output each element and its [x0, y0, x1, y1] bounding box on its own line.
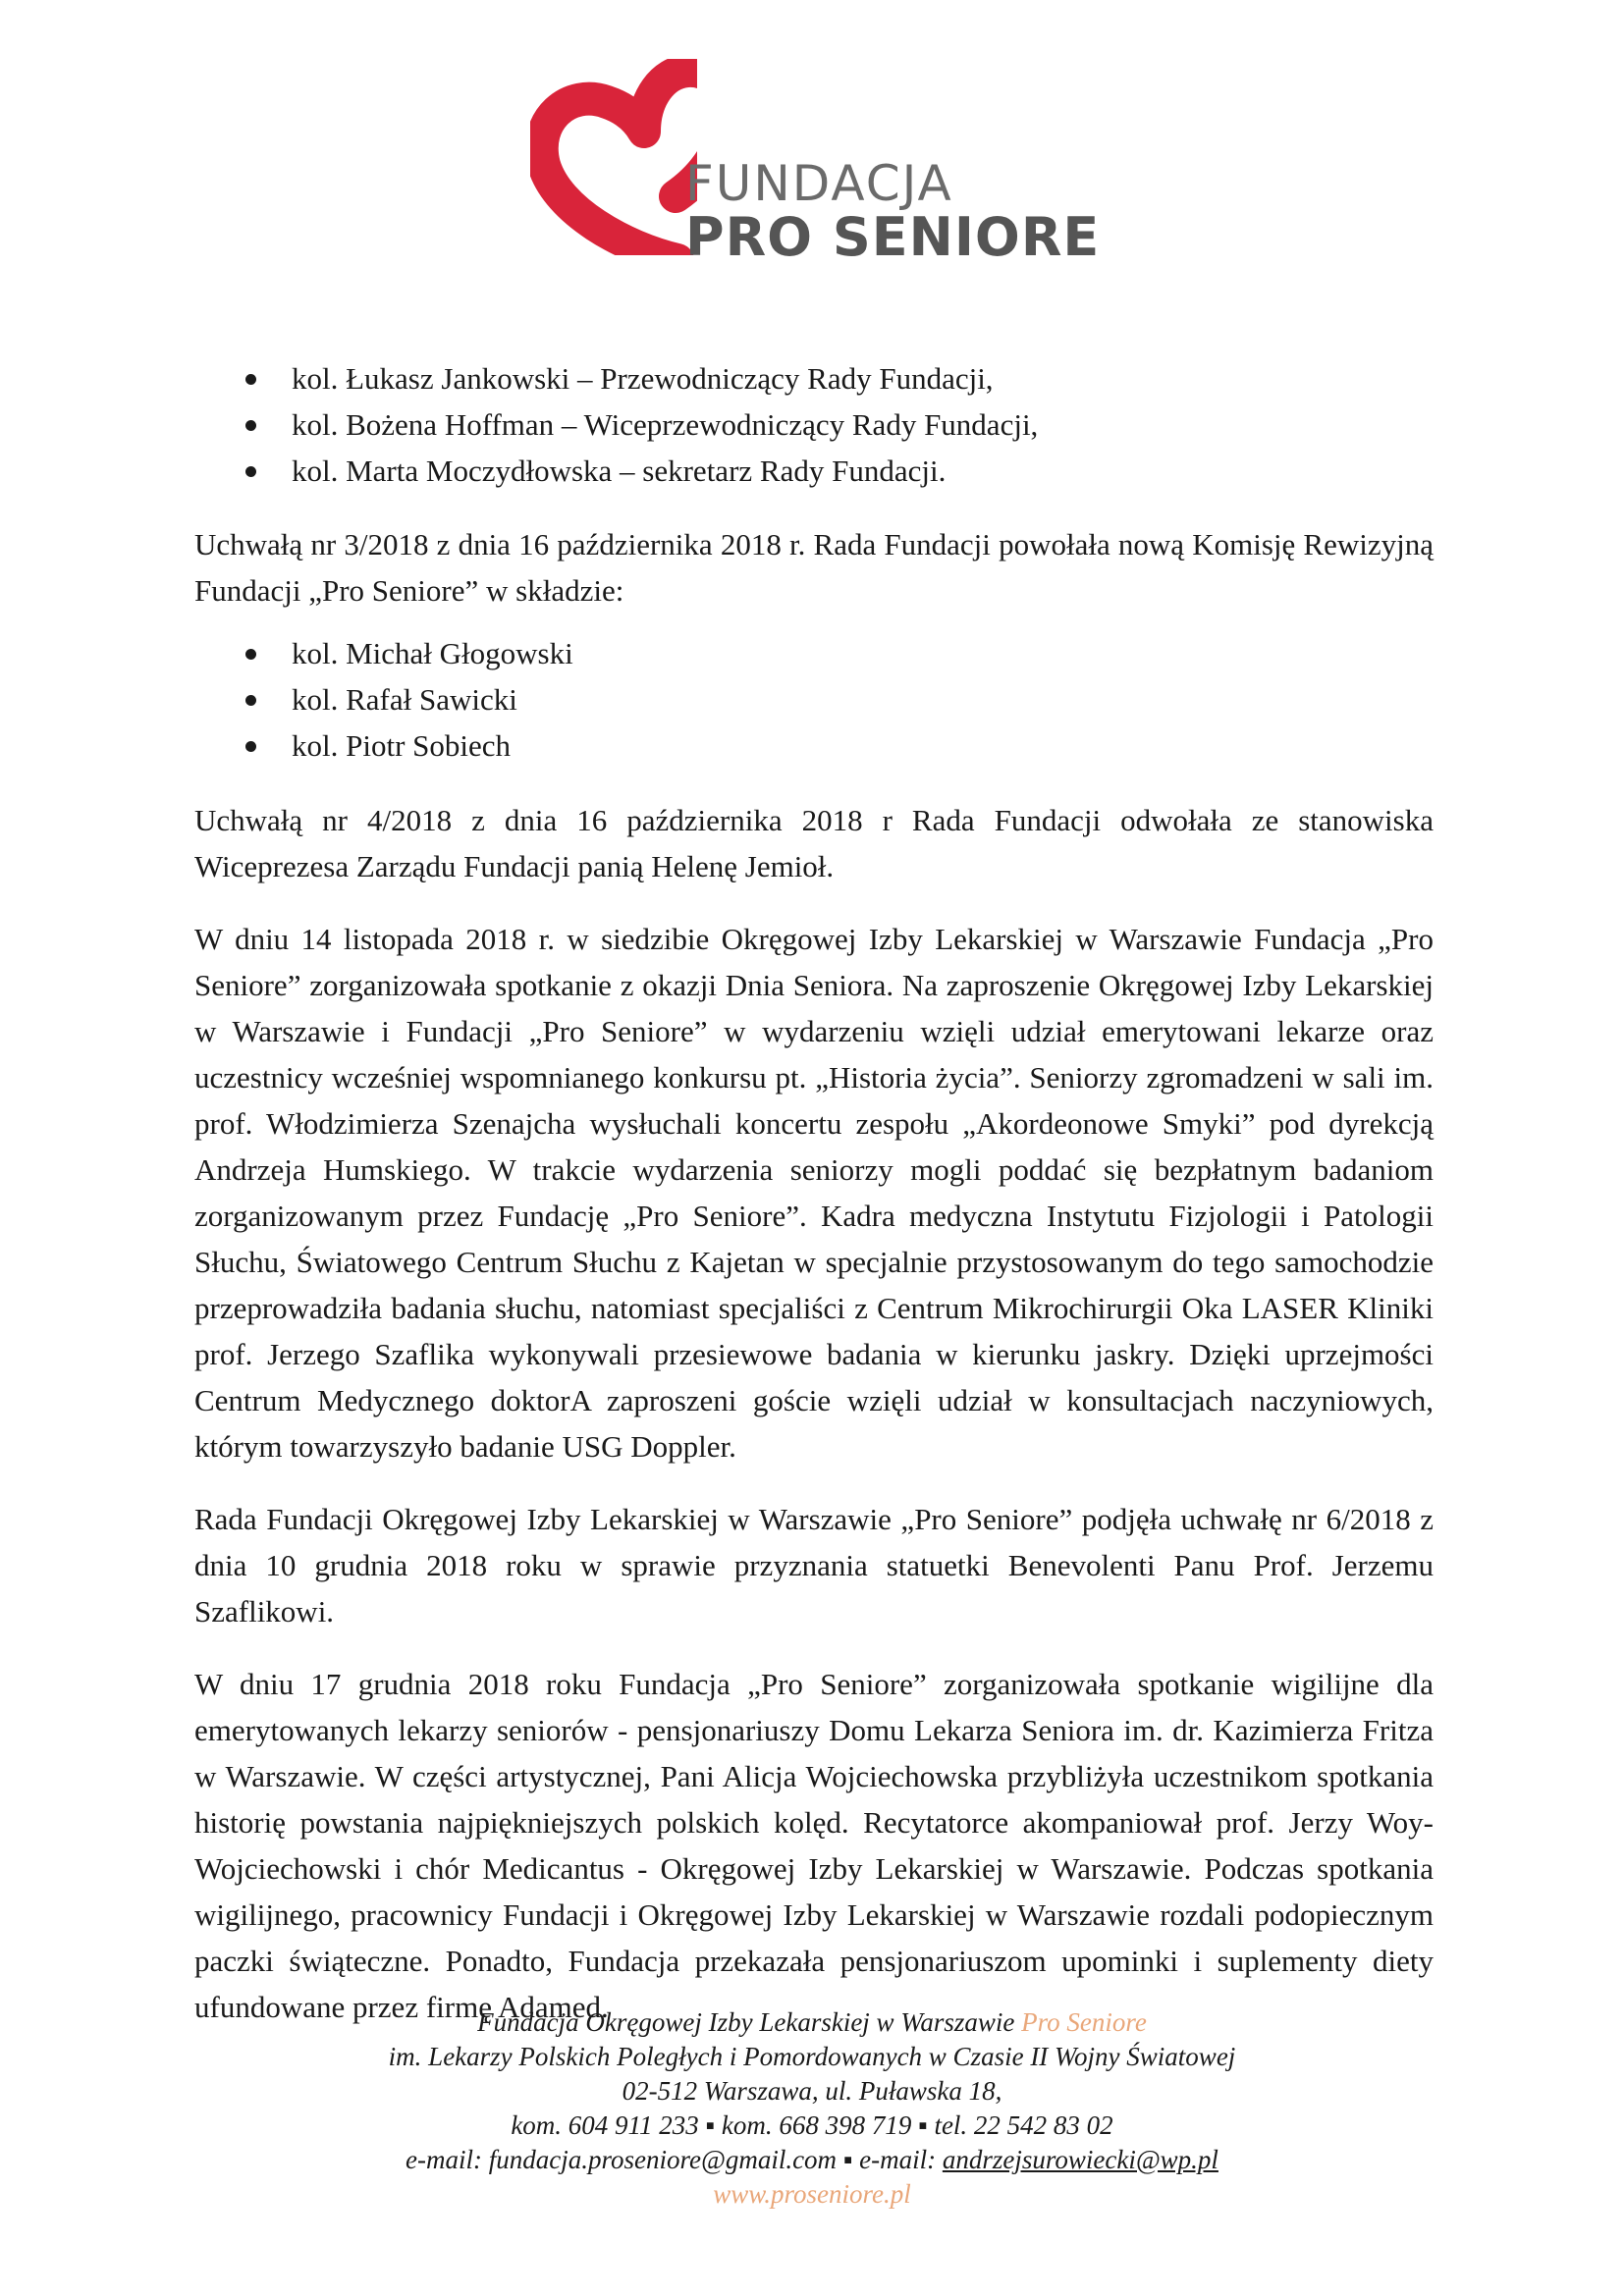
paragraph-christmas-meeting: W dniu 17 grudnia 2018 roku Fundacja „Pro Seniore” zorganizowała spotkanie wigilijne dla emerytowanych lekarzy seniorów - pensjonariuszy Domu Lekarza Seniora im. dr. Kazimierza Fritza w Warszawie. W części artystycznej, Pani Alicja Wojciechowska przybliżyła uczestnikom spotkania historię powstania najpiękniejszych polskich kolęd. Recytatorce akompaniował prof. Jerzy Woy-Wojciechowski i chór Medicantus - Okręgowej Izby Lekarskiej w Warszawie. Podczas spotkania wigilijnego, pracownicy Fundacji i Okręgowej Izby Lekarskiej w Warszawie rozdali podopiecznym paczki świąteczne. Ponadto, Fundacja przekazała pensjonariuszom upominki i suplementy diety ufundowane przez firmę Adamed.	[194, 1667, 1434, 2024]
footer-line-dedication: im. Lekarzy Polskich Poległych i Pomordowanych w Czasie II Wojny Światowej	[388, 2042, 1236, 2071]
separator-icon: ▪	[705, 2110, 722, 2140]
paragraph-resolution-6: Rada Fundacji Okręgowej Izby Lekarskiej w Warszawie „Pro Seniore” podjęła uchwałę nr 6/2018 z dnia 10 grudnia 2018 roku w sprawie przyznania statuetki Benevolenti Panu Prof. Jerzemu Szaflikowi.	[194, 1502, 1434, 1629]
list-item: kol. Piotr Sobiech	[194, 722, 1434, 769]
bullet-icon	[245, 741, 256, 752]
list-item: kol. Łukasz Jankowski – Przewodniczący Rady Fundacji,	[194, 355, 1434, 401]
footer-line-foundation: Fundacja Okręgowej Izby Lekarskiej w Warszawie Pro Seniore	[477, 2007, 1147, 2037]
footer-accent-name: Pro Seniore	[1021, 2007, 1147, 2037]
bullet-icon	[245, 420, 256, 431]
foundation-council-list	[194, 355, 1434, 494]
foundation-logo	[530, 59, 1101, 275]
footer-emails: e-mail: fundacja.proseniore@gmail.com ▪ e-mail: andrzejsurowiecki@wp.pl	[406, 2145, 1218, 2174]
list-item: kol. Rafał Sawicki	[194, 676, 1434, 722]
footer-address: 02-512 Warszawa, ul. Puławska 18,	[622, 2076, 1002, 2106]
separator-icon: ▪	[918, 2110, 935, 2140]
bullet-icon	[245, 649, 256, 660]
bullet-icon	[245, 374, 256, 385]
paragraph-resolution-4: Uchwałą nr 4/2018 z dnia 16 października 2018 r Rada Fundacji odwołała ze stanowiska Wiceprezesa Zarządu Fundacji panią Helenę Jemioł.	[194, 803, 1434, 883]
bullet-icon	[245, 466, 256, 477]
footer-phones: kom. 604 911 233 ▪ kom. 668 398 719 ▪ tel. 22 542 83 02	[511, 2110, 1113, 2140]
document-body	[194, 355, 1434, 2030]
logo-text-fundacja: FUNDACJA	[685, 155, 953, 212]
logo-text-pro-seniore: PRO SENIORE	[685, 206, 1101, 268]
email-link[interactable]: e-mail: fundacja.proseniore@gmail.com	[406, 2145, 838, 2174]
letterhead-footer	[0, 2005, 1624, 2212]
paragraph-resolution-3: Uchwałą nr 3/2018 z dnia 16 października 2018 r. Rada Fundacji powołała nową Komisję Rewizyjną Fundacji „Pro Seniore” w składzie:	[194, 527, 1434, 608]
email-link[interactable]: andrzejsurowiecki@wp.pl	[942, 2145, 1218, 2174]
bullet-icon	[245, 695, 256, 706]
list-item: kol. Bożena Hoffman – Wiceprzewodniczący Rady Fundacji,	[194, 401, 1434, 448]
website-link[interactable]: www.proseniore.pl	[713, 2179, 911, 2209]
audit-committee-list	[194, 630, 1434, 769]
list-item: kol. Marta Moczydłowska – sekretarz Rady Fundacji.	[194, 448, 1434, 494]
list-item: kol. Michał Głogowski	[194, 630, 1434, 676]
paragraph-senior-day: W dniu 14 listopada 2018 r. w siedzibie Okręgowej Izby Lekarskiej w Warszawie Fundacja „Pro Seniore” zorganizowała spotkanie z okazji Dnia Seniora. Na zaproszenie Okręgowej Izby Lekarskiej w Warszawie i Fundacji „Pro Seniore” w wydarzeniu wzięli udział emerytowani lekarze oraz uczestnicy wcześniej wspomnianego konkursu pt. „Historia życia”. Seniorzy zgromadzeni w sali im. prof. Włodzimierza Szenajcha wysłuchali koncertu zespołu „Akordeonowe Smyki” pod dyrekcją Andrzeja Humskiego. W trakcie wydarzenia seniorzy mogli poddać się bezpłatnym badaniom zorganizowanym przez Fundację „Pro Seniore”. Kadra medyczna Instytutu Fizjologii i Patologii Słuchu, Światowego Centrum Słuchu z Kajetan w specjalnie przystosowanym do tego samochodzie przeprowadziła badania słuchu, natomiast specjaliści z Centrum Mikrochirurgii Oka LASER Kliniki prof. Jerzego Szaflika wykonywali przesiewowe badania w kierunku jaskry. Dzięki uprzejmości Centrum Medycznego doktorA zaproszeni goście wzięli udział w konsultacjach naczyniowych, którym towarzyszyło badanie USG Doppler.	[194, 922, 1434, 1464]
heart-icon	[530, 59, 697, 255]
separator-icon: ▪	[842, 2145, 860, 2174]
